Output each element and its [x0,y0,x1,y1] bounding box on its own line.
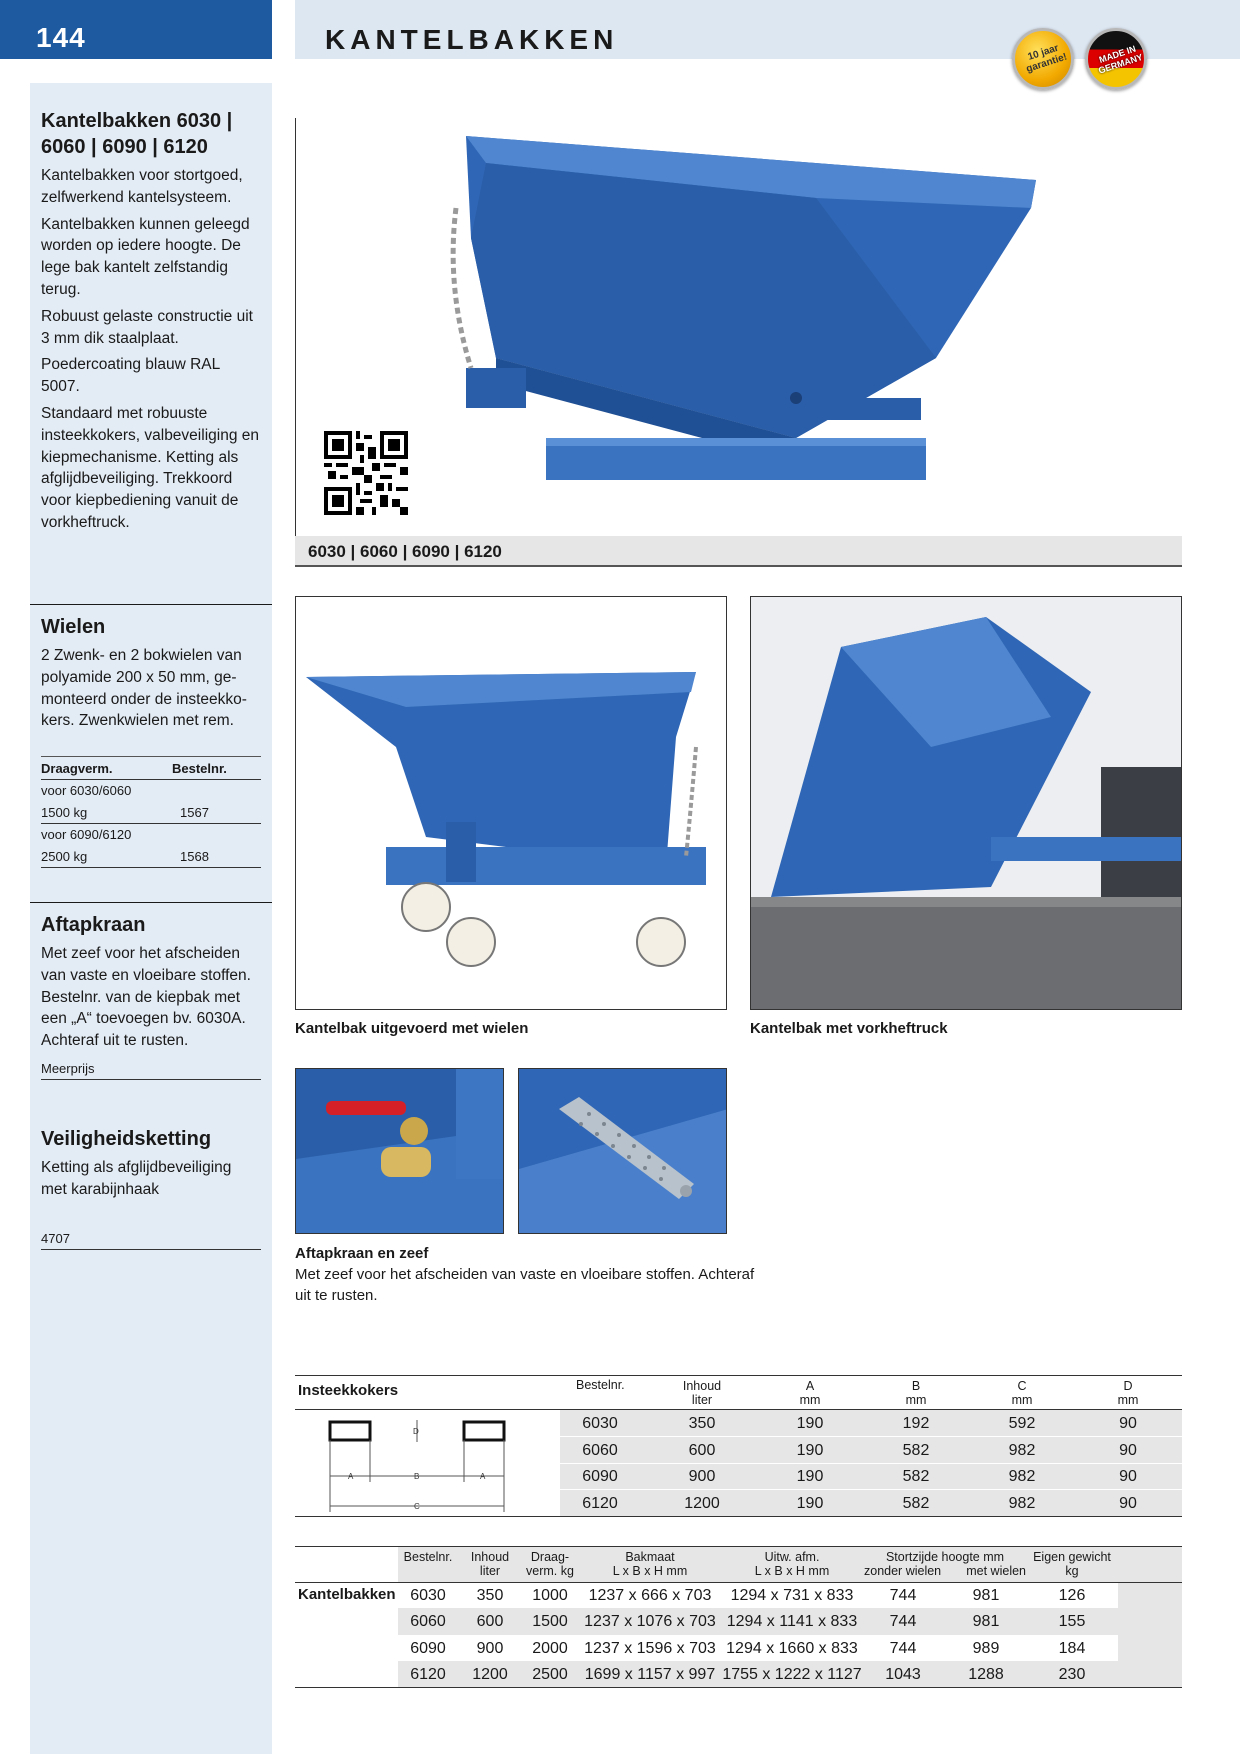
cell-weight: 126 [1058,1587,1086,1604]
cell-b: 582 [902,1442,930,1459]
chain-section [41,1126,261,1201]
cell-height-without-wheels: 744 [889,1613,917,1630]
made-in-germany-text: MADE IN GERMANY [1097,43,1144,76]
dim-d-label: D [413,1427,419,1436]
row-capacity: 1500 kg [41,805,88,820]
cell-bin-size: 1237 x 666 x 703 [588,1587,712,1604]
col-header [972,1379,1072,1407]
cell-volume: 600 [476,1613,504,1630]
product-paragraph: Kantelbakken kunnen geleegd worden op iedere hoogte. De lege bak kantelt zelfstandig terug. [41,215,250,298]
product-paragraph: Standaard met robuuste insteekkokers, valbeveiliging en kiepmechanisme. Ketting als afglijdbeveiliging. Trekkoord voor kiepbediening vanuit de vorkheftruck. [41,404,259,531]
col-header [862,1550,1028,1578]
col-header-line: Bestelnr. [403,1550,453,1564]
cell-volume: 1200 [472,1666,508,1683]
product-info [41,108,261,534]
cell-capacity: 1500 [532,1613,568,1630]
photo-caption-forklift: Kantelbak met vorkheftruck [750,1020,948,1037]
col-header-unit: mm [799,1393,821,1407]
cell-d: 90 [1119,1468,1137,1485]
col-header-unit: mm [1117,1393,1139,1407]
drain-tap-illustration [296,1069,504,1234]
cell-volume: 600 [688,1442,716,1459]
col-header [1030,1550,1114,1578]
cell-b: 192 [902,1415,930,1432]
wheels-heading: Wielen [41,616,106,638]
col-header [520,1550,580,1578]
cell-outer-size: 1294 x 1660 x 833 [726,1640,858,1657]
cell-a: 190 [796,1415,824,1432]
tap-heading: Aftapkraan [41,914,146,936]
cell-volume: 350 [688,1415,716,1432]
photo-caption-tap-text: Met zeef voor het afscheiden van vaste en vloeibare stoffen. Achteraf uit te rusten. [295,1266,755,1304]
cell-weight: 155 [1058,1613,1086,1630]
cell-weight: 184 [1058,1640,1086,1657]
fork-pocket-diagram-icon [320,1412,520,1514]
table-row [41,846,261,868]
skip-with-wheels-illustration [296,597,727,1010]
header-capacity: Draagverm. [41,761,113,776]
cell-c: 982 [1008,1442,1036,1459]
page-title: KANTELBAKKEN [325,24,619,55]
cell-volume: 1200 [684,1495,720,1512]
col-header-line: Draag- [530,1550,570,1564]
cell-weight: 230 [1058,1666,1086,1683]
cell-capacity: 2000 [532,1640,568,1657]
col-header [580,1550,720,1578]
tap-section [41,912,261,1052]
tap-text: Met zeef voor het afscheiden van vaste en vloeibare stoffen. Bestelnr. van de kiepbak met een „A“ toevoegen bv. 6030A. Achteraf uit te rusten. [41,945,251,1050]
header-order-number: Bestelnr. [172,761,227,776]
chain-order-number: 4707 [41,1229,261,1250]
cell-outer-size: 1294 x 731 x 833 [730,1587,854,1604]
cell-bin-size: 1699 x 1157 x 997 [584,1666,716,1683]
col-header [460,1550,520,1578]
product-paragraph: Kantelbakken voor stortgoed, zelfwerkend kantelsysteem. [41,167,243,206]
wheels-table-header [41,758,261,780]
photo-skip-with-forklift [750,596,1182,1010]
section-divider [30,604,272,605]
col-header-unit: liter [691,1393,713,1407]
col-header-unit: kg [1065,1564,1079,1578]
cell-outer-size: 1294 x 1141 x 833 [726,1613,858,1630]
col-header-line: A [805,1379,815,1393]
cell-d: 90 [1119,1415,1137,1432]
cell-height-without-wheels: 744 [889,1587,917,1604]
wheels-text: 2 Zwenk- en 2 bokwielen van polyamide 200 x 50 mm, gemonteerd onder de insteekkokers. Zwenkwielen met rem. [41,647,247,730]
table-rule [295,1687,1182,1688]
main-caption-bar [295,536,1182,567]
col-header [560,1378,640,1392]
cell-a: 190 [796,1468,824,1485]
warranty-badge-icon [1012,28,1074,90]
dim-a-label: A [348,1472,354,1481]
cell-outer-size: 1755 x 1222 x 1127 [722,1666,862,1683]
cell-volume: 900 [476,1640,504,1657]
col-header-line: B [911,1379,921,1393]
col-header-unit: L x B x H mm [612,1564,688,1578]
table-row [41,802,261,824]
cell-bin-size: 1237 x 1076 x 703 [584,1613,716,1630]
table-rule [295,1375,1182,1376]
cell-c: 982 [1008,1468,1036,1485]
col-header-line: Bakmaat [625,1550,675,1564]
cell-height-without-wheels: 744 [889,1640,917,1657]
sieve-illustration [519,1069,727,1234]
wheels-section [41,614,261,732]
cell-order-number: 6090 [410,1640,446,1657]
table-top-rule [41,756,261,757]
row-order-number: 1567 [180,805,209,820]
row-capacity: voor 6090/6120 [41,827,132,842]
photo-sieve [518,1068,727,1234]
tap-price: Meerprijs [41,1059,261,1080]
cell-volume: 350 [476,1587,504,1604]
col-header [866,1379,966,1407]
col-header-line: Bestelnr. [576,1378,625,1392]
chain-heading: Veiligheidsketting [41,1128,212,1150]
col-subheaders [862,1564,1028,1578]
cell-height-with-wheels: 1288 [968,1666,1004,1683]
col-header-line: C [1017,1379,1027,1393]
cell-capacity: 2500 [532,1666,568,1683]
table-row [41,824,261,846]
dim-b-label: B [414,1472,420,1481]
table-row [41,780,261,802]
main-product-photo [295,118,1182,566]
cell-height-with-wheels: 981 [972,1587,1000,1604]
product-heading: Kantelbakken 6030 | 6060 | 6090 | 6120 [41,110,233,158]
cell-height-with-wheels: 981 [972,1613,1000,1630]
col-header-line: Eigen gewicht [1033,1550,1111,1564]
col-header-unit: mm [1011,1393,1033,1407]
col-header-unit: verm. kg [526,1564,574,1578]
cell-bin-size: 1237 x 1596 x 703 [584,1640,716,1657]
cell-capacity: 1000 [532,1587,568,1604]
cell-d: 90 [1119,1442,1137,1459]
chain-text: Ketting als afglijdbeveiliging met karabijnhaak [41,1159,232,1198]
col-subheader-without-wheels: zonder wielen [864,1564,942,1578]
cell-b: 582 [902,1495,930,1512]
col-header [652,1379,752,1407]
page-number: 144 [36,22,86,53]
product-paragraph: Poedercoating blauw RAL 5007. [41,356,220,396]
tipping-skip-illustration [296,118,1183,536]
cell-order-number: 6090 [582,1468,618,1485]
cell-d: 90 [1119,1495,1137,1512]
cell-c: 592 [1008,1415,1036,1432]
cell-a: 190 [796,1442,824,1459]
cell-c: 982 [1008,1495,1036,1512]
col-header-unit: mm [905,1393,927,1407]
col-header [760,1379,860,1407]
col-header-line: Inhoud [470,1550,510,1564]
wheels-table [41,758,261,868]
cell-b: 582 [902,1468,930,1485]
product-paragraph: Robuust gelaste constructie uit 3 mm dik staalplaat. [41,307,253,347]
col-header-line: Inhoud [682,1379,722,1393]
page-number-box [0,0,272,59]
col-header-unit: L x B x H mm [754,1564,830,1578]
cell-height-without-wheels: 1043 [885,1666,921,1683]
cell-height-with-wheels: 989 [972,1640,1000,1657]
dim-c-label: C [414,1502,420,1511]
photo-caption-wheels: Kantelbak uitgevoerd met wielen [295,1020,529,1037]
cell-order-number: 6120 [582,1495,618,1512]
photo-drain-tap [295,1068,504,1234]
col-header [398,1550,458,1564]
cell-order-number: 6060 [410,1613,446,1630]
insteek-table-label: Insteekkokers [298,1382,399,1399]
warranty-badge-text: 10 jaar garantie! [1024,42,1069,75]
col-subheader-with-wheels: met wielen [966,1564,1026,1578]
photo-skip-with-wheels [295,596,727,1010]
qr-code-icon[interactable] [324,431,408,515]
skip-with-forklift-illustration [751,597,1182,1010]
row-order-number: 1568 [180,849,209,864]
cell-volume: 900 [688,1468,716,1485]
made-in-germany-badge-icon [1085,28,1147,90]
kantel-table-label: Kantelbakken [298,1586,396,1603]
col-header-unit: liter [479,1564,501,1578]
col-header [722,1550,862,1578]
main-caption: 6030 | 6060 | 6090 | 6120 [308,542,502,561]
col-header-line: Uitw. afm. [764,1550,820,1564]
col-header-line: Stortzijde hoogte mm [885,1550,1005,1564]
col-header-line: D [1123,1379,1133,1393]
cell-order-number: 6030 [582,1415,618,1432]
col-header [1078,1379,1178,1407]
row-capacity: 2500 kg [41,849,88,864]
row-capacity: voor 6030/6060 [41,783,132,798]
cell-order-number: 6060 [582,1442,618,1459]
table-rule [295,1516,1182,1517]
photo-caption-tap: Aftapkraan en zeef [295,1245,429,1262]
dim-a-label: A [480,1472,486,1481]
cell-order-number: 6120 [410,1666,446,1683]
cell-a: 190 [796,1495,824,1512]
section-divider [30,902,272,903]
cell-order-number: 6030 [410,1587,446,1604]
